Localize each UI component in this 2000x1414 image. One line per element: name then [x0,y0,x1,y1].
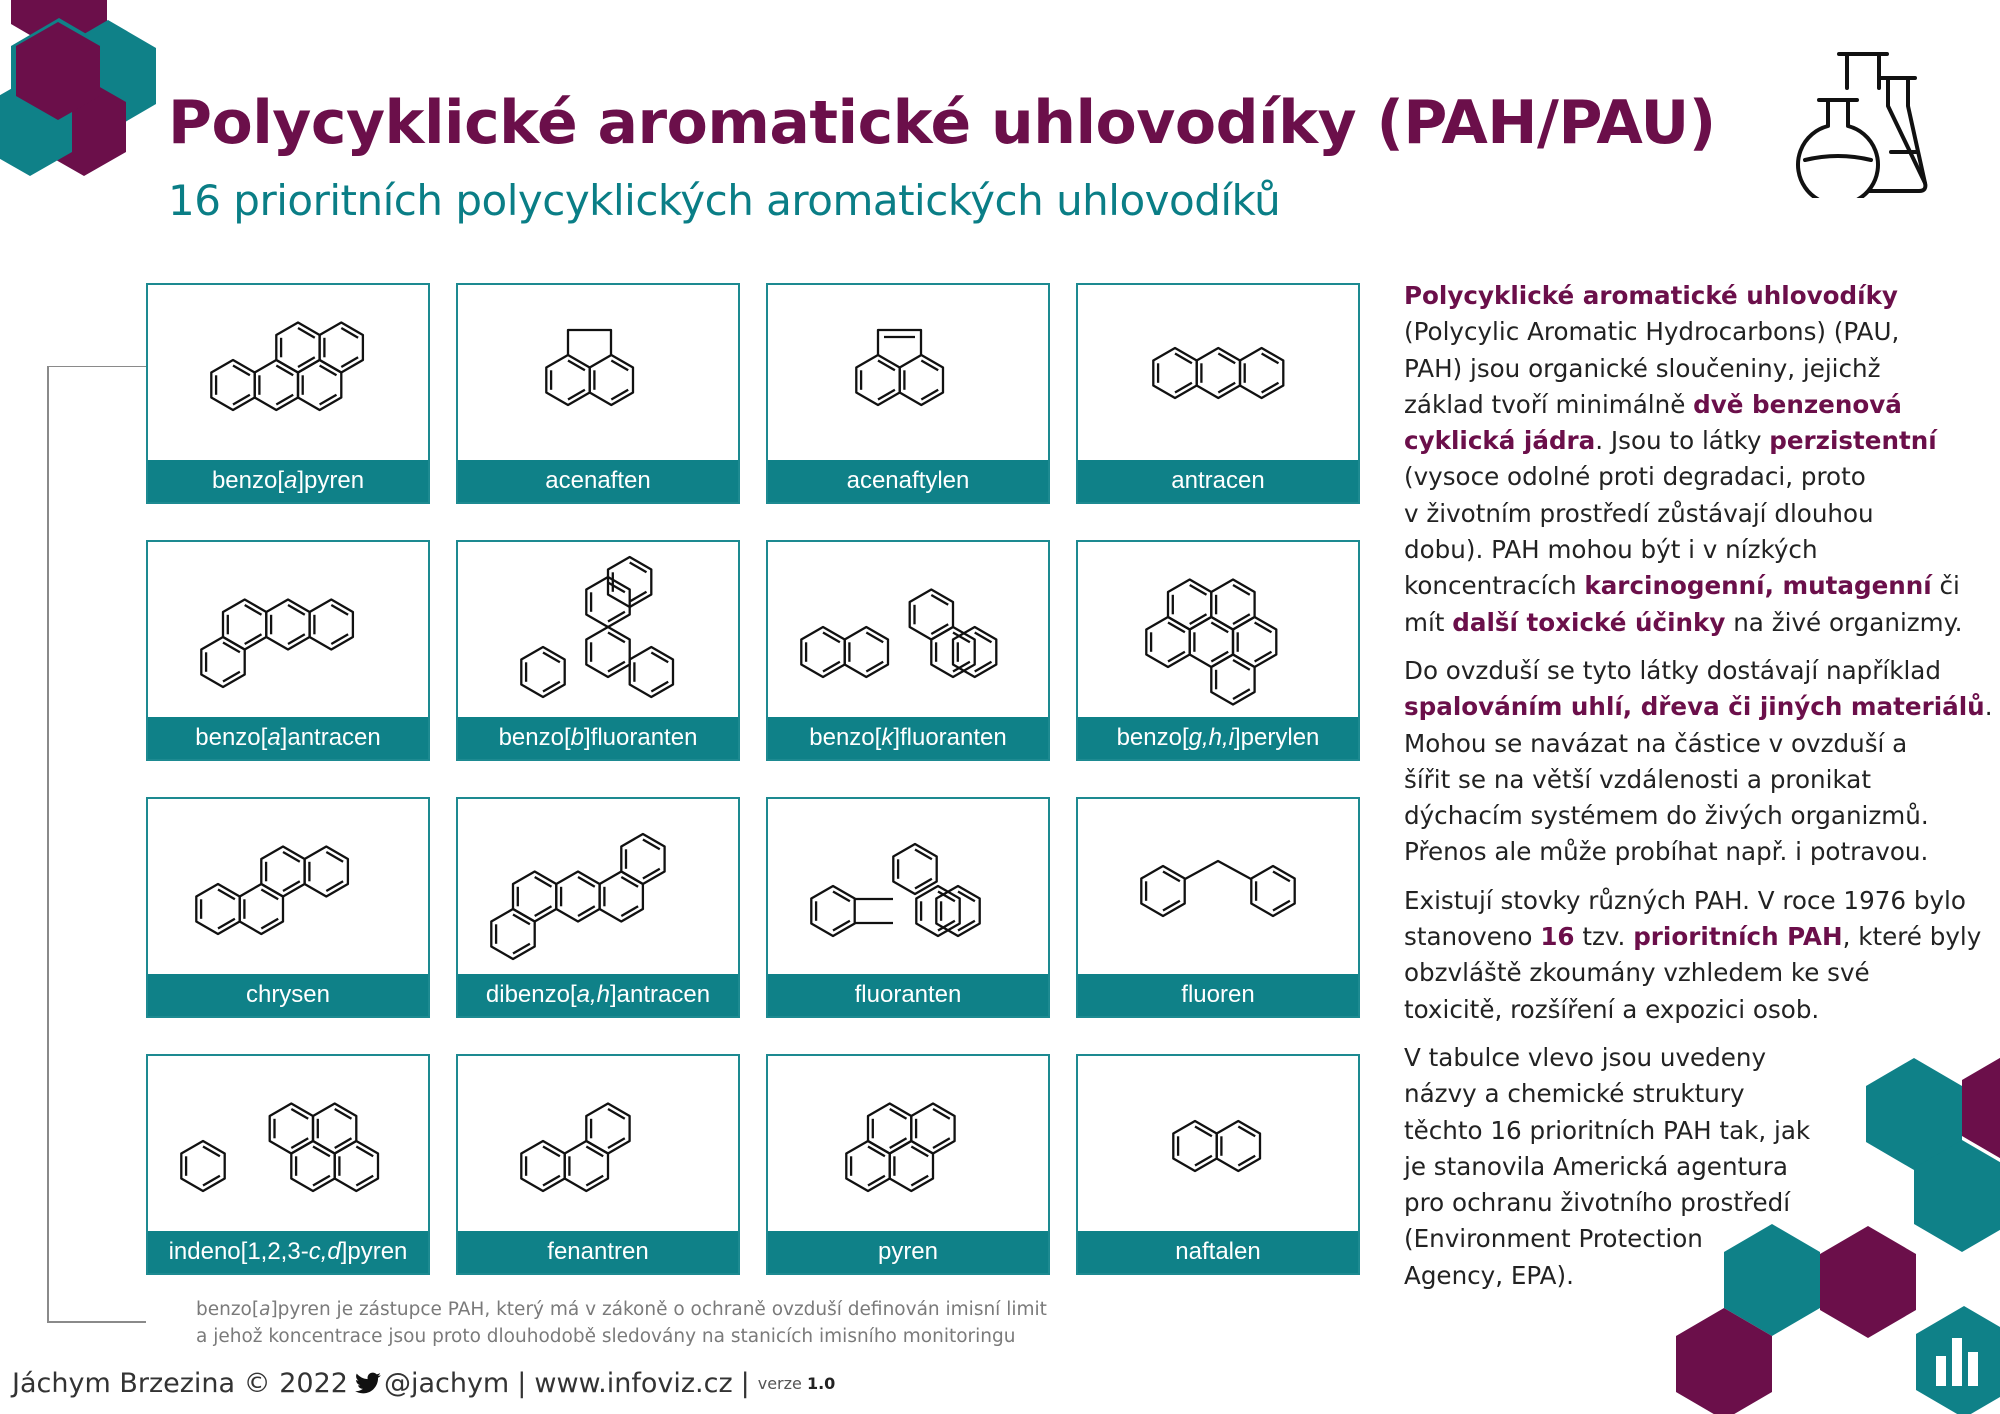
lab-flasks-icon [1795,48,1945,198]
page-subtitle: 16 prioritních polycyklických aromatických uhlovodíků [168,176,1281,225]
compound-name: benzo[b]fluoranten [458,717,738,759]
compound-name: pyren [768,1231,1048,1273]
website-link[interactable]: www.infoviz.cz [534,1368,733,1399]
molecule-structure [458,542,738,717]
compound-name: chrysen [148,974,428,1016]
compound-name: indeno[1,2,3-c,d]pyren [148,1231,428,1273]
compound-card [146,283,430,504]
hex-tl-7 [16,22,100,120]
compound-card [1076,797,1360,1018]
compound-card [766,1054,1050,1275]
footnote-bracket-arrow [46,366,146,1326]
hex-br-7 [1676,1308,1772,1414]
compound-name: acenaften [458,460,738,502]
molecule-structure [1078,285,1358,460]
compound-card [766,283,1050,504]
description-paragraph: V tabulce vlevo jsou uvedeny názvy a chemické struktury těchto 16 prioritních PAH tak, jak je stanovila Americká agentura pro ochranu životního prostředí (Environment Protection Agency, EPA). [1404,1042,1811,1290]
description-paragraph: Polycyklické aromatické uhlovodíky (Polycylic Aromatic Hydrocarbons) (PAU, PAH) jsou organické sloučeniny, jejichž základ tvoří minimálně dvě benzenová cyklická jádra. Jsou to látky perzistentní (vysoce odolné proti degradaci, proto v životním prostředí zůstávají dlouhou dobu). PAH mohou být i v nízkých koncentracích karcinogenní, mutagenní či mít další toxické účinky na živé organizmy. [1404,281,1963,637]
compound-name: benzo[a]antracen [148,717,428,759]
compound-name: dibenzo[a,h]antracen [458,974,738,1016]
compound-card [456,797,740,1018]
footer-separator: | [740,1368,750,1399]
compound-card [1076,1054,1360,1275]
compound-name: benzo[a]pyren [148,460,428,502]
compound-name: fluoranten [768,974,1048,1016]
hex-tl-3 [60,20,156,132]
molecule-structure [768,542,1048,717]
compound-card [766,540,1050,761]
twitter-handle[interactable]: @jachym [383,1368,510,1399]
description-text [1404,278,1993,1306]
description-paragraph: Do ovzduší se tyto látky dostávají například spalováním uhlí, dřeva či jiných materiálů. Mohou se navázat na částice v ovzduší a šířit se na větší vzdálenosti a pronikat dýchacím systémem do živých organizmů. Přenos ale může probíhat např. i potravou. [1404,655,1993,867]
molecule-structure [768,285,1048,460]
compound-card [146,797,430,1018]
compound-card [146,1054,430,1275]
molecule-structure [458,285,738,460]
footer [12,1368,835,1399]
molecule-structure [148,285,428,460]
footer-separator: | [517,1368,527,1399]
compound-card [456,283,740,504]
page-title: Polycyklické aromatické uhlovodíky (PAH/PAU) [168,88,1716,158]
footnote-line-1: benzo[a]pyren je zástupce PAH, který má v zákoně o ochraně ovzduší definován imisní limit [196,1299,1047,1320]
hex-tl-2 [11,18,107,130]
compound-name: benzo[k]fluoranten [768,717,1048,759]
infoviz-bar-chart-icon [1914,1312,2000,1408]
molecule-structure [1078,799,1358,974]
molecule-structure [148,799,428,974]
molecule-structure [458,799,738,974]
molecule-structure [148,1056,428,1231]
footnote [196,1296,1096,1350]
compound-card [1076,283,1360,504]
compound-name: acenaftylen [768,460,1048,502]
compound-card [146,540,430,761]
molecule-structure [768,1056,1048,1231]
molecule-structure [148,542,428,717]
compound-card [456,540,740,761]
footnote-line-2: a jehož koncentrace jsou proto dlouhodobě sledovány na stanicích imisního monitoringu [196,1326,1016,1347]
hex-tl-1 [11,0,107,52]
compound-name: benzo[g,h,i]perylen [1078,717,1358,759]
compound-name: naftalen [1078,1231,1358,1273]
twitter-bird-icon [354,1372,382,1396]
molecule-structure [768,799,1048,974]
compound-card [456,1054,740,1275]
molecule-structure [458,1056,738,1231]
compound-name: fenantren [458,1231,738,1273]
hex-tl-5 [42,78,126,176]
description-paragraph: Existují stovky různých PAH. V roce 1976 bylo stanoveno 16 tzv. prioritních PAH, které byly obzvláště zkoumány vzhledem ke své toxicitě, rozšíření a expozici osob. [1404,885,1982,1024]
hex-br-2 [1962,1052,2000,1164]
author-credit: Jáchym Brzezina © 2022 [12,1368,348,1399]
hex-tl-6 [0,78,72,176]
compound-name: antracen [1078,460,1358,502]
molecule-structure [1078,1056,1358,1231]
version-label: verze 1.0 [757,1374,836,1393]
compound-card [1076,540,1360,761]
compound-grid [146,283,1364,1275]
molecule-structure [1078,542,1358,717]
compound-name: fluoren [1078,974,1358,1016]
compound-card [766,797,1050,1018]
